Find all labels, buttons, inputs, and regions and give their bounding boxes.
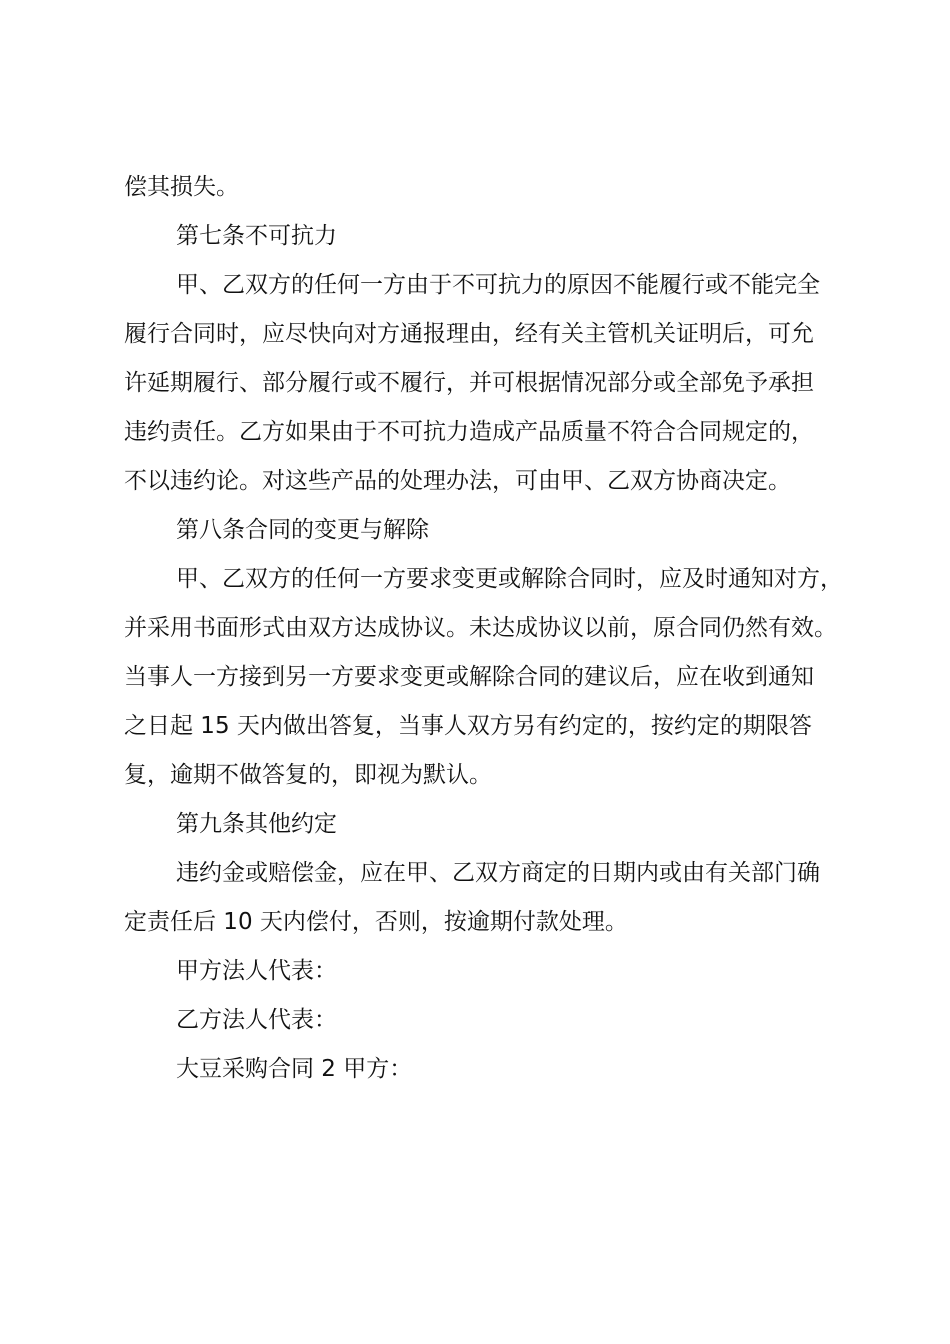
text-line: 定责任后 10 天内偿付，否则，按逾期付款处理。 [124, 909, 628, 935]
next-contract-title: 大豆采购合同 2 甲方： [176, 1056, 413, 1082]
text-line: 甲、乙双方的任何一方由于不可抗力的原因不能履行或不能完全 [176, 272, 820, 298]
text-line: 并采用书面形式由双方达成协议。未达成协议以前，原合同仍然有效。 [124, 615, 837, 641]
text-line: 复，逾期不做答复的，即视为默认。 [124, 762, 492, 788]
text-line: 履行合同时，应尽快向对方通报理由，经有关主管机关证明后，可允 [124, 321, 814, 347]
party-b-representative: 乙方法人代表： [176, 1007, 337, 1033]
text-line: 许延期履行、部分履行或不履行，并可根据情况部分或全部免予承担 [124, 370, 814, 396]
text-line: 违约金或赔偿金，应在甲、乙双方商定的日期内或由有关部门确 [176, 860, 820, 886]
document-body [124, 163, 844, 1094]
text-line: 甲、乙双方的任何一方要求变更或解除合同时，应及时通知对方， [176, 566, 843, 592]
text-line: 不以违约论。对这些产品的处理办法，可由甲、乙双方协商决定。 [124, 468, 791, 494]
text-line: 之日起 15 天内做出答复，当事人双方另有约定的，按约定的期限答 [124, 713, 812, 739]
section-heading-other-terms: 第九条其他约定 [176, 811, 337, 837]
section-heading-contract-change: 第八条合同的变更与解除 [176, 517, 429, 543]
text-line: 偿其损失。 [124, 174, 239, 200]
text-line: 当事人一方接到另一方要求变更或解除合同的建议后，应在收到通知 [124, 664, 814, 690]
section-heading-force-majeure: 第七条不可抗力 [176, 223, 337, 249]
party-a-representative: 甲方法人代表： [176, 958, 337, 984]
text-line: 违约责任。乙方如果由于不可抗力造成产品质量不符合合同规定的， [124, 419, 814, 445]
